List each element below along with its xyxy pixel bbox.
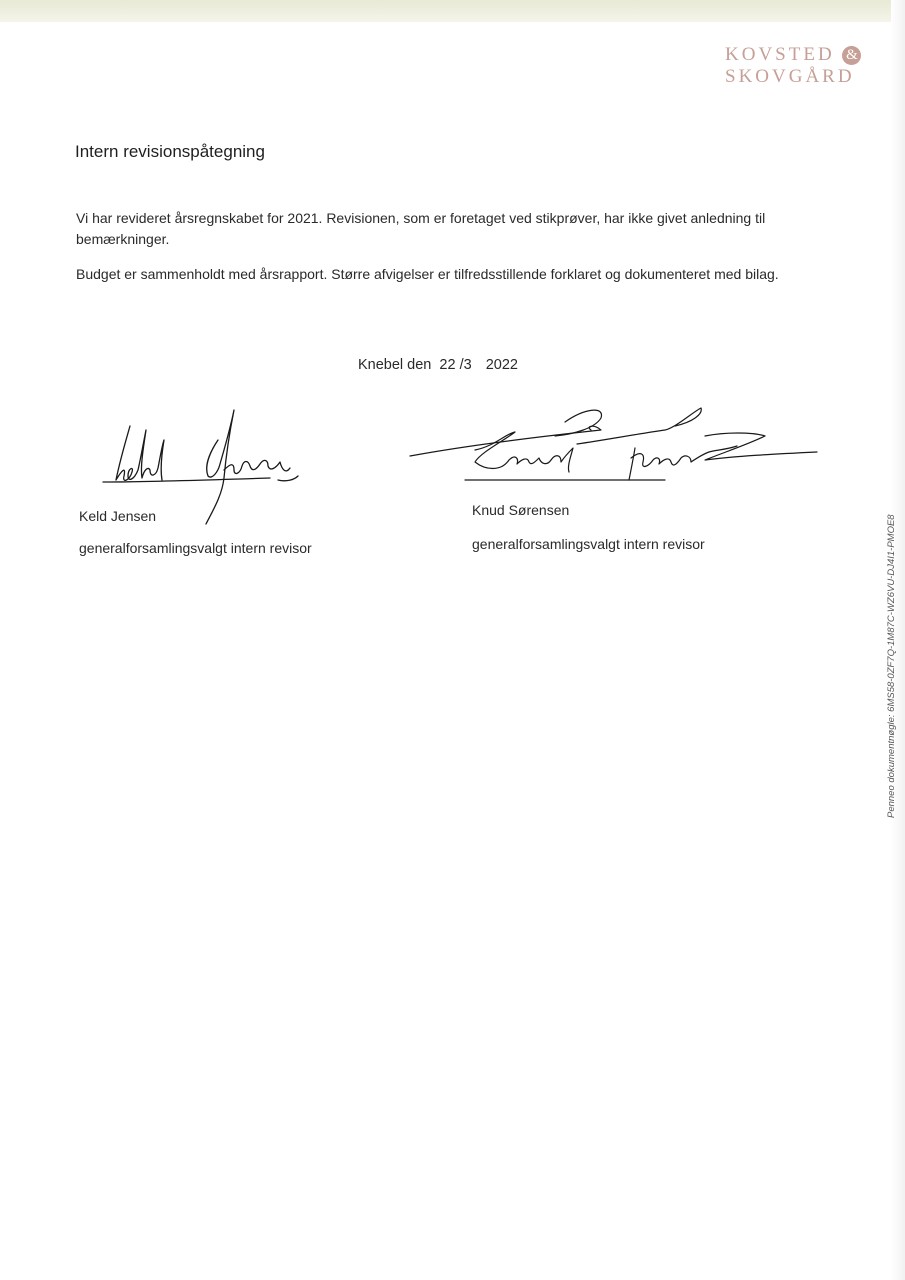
signatory-1-name: Keld Jensen: [79, 508, 157, 524]
scan-top-edge: [0, 0, 905, 22]
signatory-2-name: Knud Sørensen: [472, 502, 570, 518]
company-logo: KOVSTED & SKOVGÅRD: [725, 44, 861, 88]
ampersand-emblem: &: [842, 46, 861, 65]
audit-paragraph-2: Budget er sammenholdt med årsrapport. Større afvigelser er tilfredsstillende forklaret og dokumenteret med bilag.: [76, 266, 779, 282]
signatory-1-role: generalforsamlingsvalgt intern revisor: [79, 540, 312, 556]
signatory-2-role: generalforsamlingsvalgt intern revisor: [472, 536, 705, 552]
signature-date-line: [358, 357, 518, 373]
date-day-month: 22 /3: [439, 357, 472, 373]
date-year: 2022: [485, 357, 518, 373]
signature-knud-soerensen: [405, 400, 825, 490]
page-title: Intern revisionspåtegning: [75, 142, 265, 161]
date-place: Knebel den: [358, 357, 432, 373]
penneo-document-key: Penneo dokumentnøgle: 6MS58-0ZF7Q-1M87C-WZ6VU-DJ4I1-PMOE8: [886, 514, 897, 818]
audit-paragraph-1: Vi har revideret årsregnskabet for 2021. Revisionen, som er foretaget ved stikprøver, har ikke givet anledning til bemærkninger.: [76, 210, 766, 247]
